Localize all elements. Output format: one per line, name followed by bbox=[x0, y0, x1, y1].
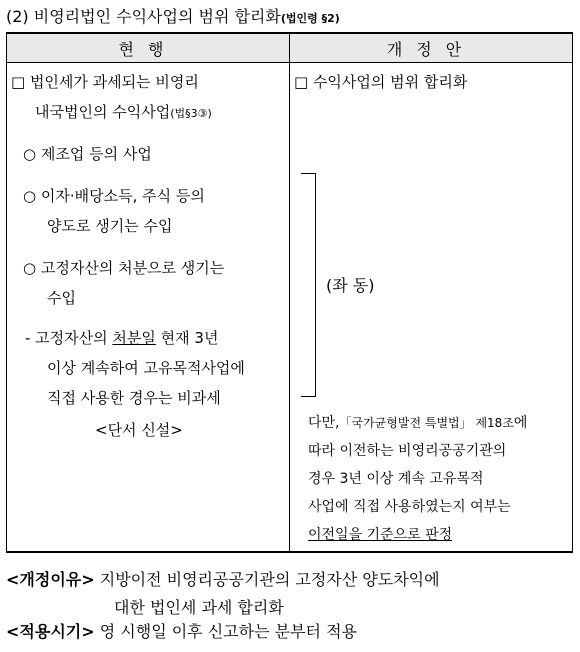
column-header-revised: 개정안 bbox=[290, 33, 573, 63]
same-as-left-bracket bbox=[301, 173, 316, 397]
current-title-ref: (법§3③) bbox=[170, 107, 212, 120]
current-title-line2 bbox=[35, 97, 212, 129]
current-sub-line2: 이상 계속하여 고유목적사업에 bbox=[47, 359, 245, 377]
current-column bbox=[7, 63, 290, 553]
section-heading-text: (2) 비영리법인 수익사업의 범위 합리화 bbox=[6, 7, 281, 26]
reason-line1 bbox=[6, 566, 440, 594]
proviso-law: 「국가균형발전 특별법」 제18조 bbox=[339, 416, 514, 430]
current-sub-pre: - 고정자산의 bbox=[25, 329, 113, 347]
reason-line2: 대한 법인세 과세 합리화 bbox=[114, 598, 284, 617]
proviso-line4: 사업에 직접 사용하였는지 여부는 bbox=[308, 499, 511, 515]
reason-text-line1: 지방이전 비영리공공기관의 고정자산 양도차익에 bbox=[99, 570, 440, 589]
current-bullet-2-line2: 양도로 생기는 수입 bbox=[47, 217, 173, 235]
current-title-line1: □ 법인세가 과세되는 비영리 bbox=[11, 73, 199, 91]
proviso-line5: 이전일을 기준으로 판정 bbox=[308, 527, 453, 543]
section-heading bbox=[6, 4, 340, 27]
current-bullet-3-line2: 수입 bbox=[47, 289, 76, 307]
effective-text: 영 시행일 이후 신고하는 분부터 적용 bbox=[99, 622, 358, 641]
proviso-post: 에 bbox=[513, 415, 528, 431]
current-sub-underline: 처분일 bbox=[112, 329, 156, 347]
section-heading-ref: (법인령 §2) bbox=[280, 12, 340, 25]
current-new-clause: <단서 신설> bbox=[95, 421, 183, 439]
revised-column bbox=[290, 63, 573, 553]
revised-proviso bbox=[308, 409, 576, 549]
proviso-line2: 따라 이전하는 비영리공공기관의 bbox=[308, 443, 507, 459]
current-sub-post: 현재 3년 bbox=[155, 329, 219, 347]
reason-label: <개정이유> bbox=[6, 570, 95, 589]
current-bullet-3-line1: ○ 고정자산의 처분으로 생기는 bbox=[23, 259, 225, 277]
comparison-table bbox=[6, 32, 573, 553]
same-as-left-label: (좌 동) bbox=[326, 276, 375, 295]
proviso-line3: 경우 3년 이상 계속 고유목적 bbox=[308, 471, 484, 487]
current-bullet-1: ○ 제조업 등의 사업 bbox=[23, 145, 152, 163]
proviso-line1 bbox=[308, 409, 576, 437]
proviso-pre: 다만, bbox=[308, 415, 340, 431]
column-header-current: 현행 bbox=[7, 33, 290, 63]
current-bullet-2-line1: ○ 이자·배당소득, 주식 등의 bbox=[23, 187, 205, 205]
current-title-text: 내국법인의 수익사업 bbox=[35, 103, 171, 121]
current-sub-line1 bbox=[25, 323, 218, 353]
effective-date bbox=[6, 618, 357, 646]
current-sub-line3: 직접 사용한 경우는 비과세 bbox=[47, 389, 221, 407]
revised-title: □ 수익사업의 범위 합리화 bbox=[294, 73, 468, 91]
effective-label: <적용시기> bbox=[6, 622, 95, 641]
